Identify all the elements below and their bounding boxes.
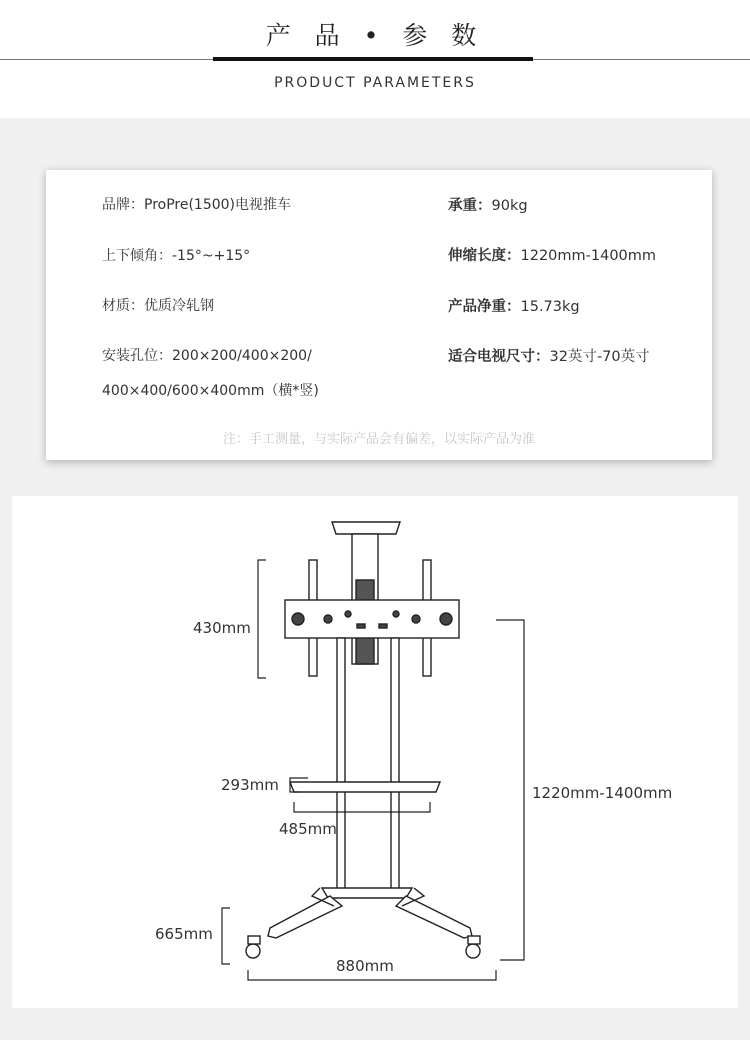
spec-tilt: 上下倾角：-15°~+15° xyxy=(102,248,251,264)
spec-tv-size-label: 适合电视尺寸： xyxy=(448,349,550,365)
dimension-shelf-depth: 293mm xyxy=(221,776,279,794)
dimension-bracket-height: 430mm xyxy=(193,619,251,637)
spec-net-weight xyxy=(448,295,580,316)
spec-load-value: 90kg xyxy=(491,198,528,214)
tv-cart-drawing xyxy=(12,496,738,1008)
spec-tv-size-value: 32英寸-70英寸 xyxy=(549,349,650,365)
page-subtitle: PRODUCT PARAMETERS xyxy=(274,75,476,91)
spec-load-label: 承重： xyxy=(448,198,492,214)
spec-brand: 品牌：ProPre(1500)电视推车 xyxy=(102,197,292,213)
title-underline xyxy=(213,57,533,61)
dimension-base-depth: 665mm xyxy=(155,925,213,943)
spec-extension xyxy=(448,244,656,265)
spec-holes-line1: 安装孔位：200×200/400×200/ xyxy=(102,348,312,364)
spec-material: 材质：优质冷轧钢 xyxy=(102,298,214,314)
dimension-base-width: 880mm xyxy=(336,957,394,975)
spec-net-weight-value: 15.73kg xyxy=(520,299,580,315)
spec-load xyxy=(448,194,528,215)
spec-holes-line2: 400×400/600×400mm（横*竖) xyxy=(102,383,319,399)
page-title: 产 品 • 参 数 xyxy=(265,21,485,50)
spec-extension-value: 1220mm-1400mm xyxy=(520,248,657,264)
header xyxy=(0,0,750,118)
spec-tv-size xyxy=(448,345,650,366)
measurement-note: 注：手工测量，与实际产品会有偏差，以实际产品为准 xyxy=(222,432,535,447)
spec-net-weight-label: 产品净重： xyxy=(448,299,521,315)
product-diagram xyxy=(12,496,738,1008)
spec-extension-label: 伸缩长度： xyxy=(448,248,521,264)
spec-card xyxy=(46,170,712,460)
dimension-total-height: 1220mm-1400mm xyxy=(532,784,673,802)
dimension-shelf-width: 485mm xyxy=(279,820,337,838)
